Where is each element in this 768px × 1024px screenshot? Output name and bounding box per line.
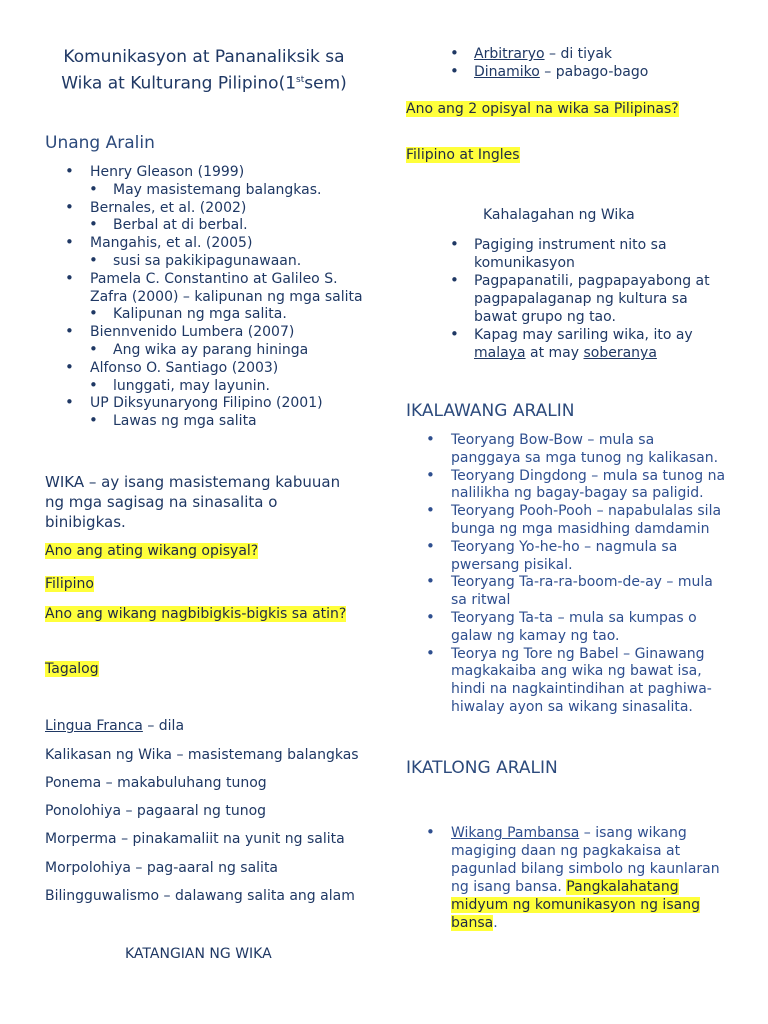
- list-item: • Teorya ng Tore ng Babel – Ginawang magkakaiba ang wika ng bawat isa, hindi na nagkaintindihan at paghiwa-hiwalay ayon sa wikang sinasalita.: [406, 646, 728, 717]
- kahalagahan-heading: Kahalagahan ng Wika: [483, 207, 635, 223]
- term-ponolohiya: Ponolohiya – pagaaral ng tunog: [45, 803, 267, 819]
- list-item: • Teoryang Bow-Bow – mula sa panggaya sa mga tunog ng kalikasan.: [406, 432, 728, 468]
- list-item: • Teoryang Yo-he-ho – nagmula sa pwersang pisikal.: [406, 539, 728, 575]
- answer-nagbibigkis: Tagalog: [45, 661, 99, 677]
- kahalagahan-list: [406, 236, 718, 362]
- title-line-2: Wika at Kulturang Pilipino(1stsem): [61, 73, 347, 94]
- katangian-heading: KATANGIAN NG WIKA: [125, 946, 272, 962]
- list-item: • Bernales, et al. (2002): [45, 200, 375, 218]
- term-kalikasan: Kalikasan ng Wika – masistemang balangkas: [45, 747, 359, 763]
- list-item: • Arbitraryo – di tiyak: [406, 45, 736, 63]
- list-item: • Wikang Pambansa – isang wikang magiging daan ng pagkakaisa at pagunlad bilang simbolo ng kaunlaran ng isang bansa. Pangkalahatang midyum ng komunikasyon ng isang bansa.: [406, 824, 728, 932]
- term-morperma: Morperma – pinakamaliit na yunit ng salita: [45, 831, 345, 847]
- list-item: • Dinamiko – pabago-bago: [406, 63, 736, 81]
- wika-definition: WIKA – ay isang masistemang kabuuan ng mga sagisag na sinasalita o binibigkas.: [45, 473, 341, 531]
- term-morpolohiya: Morpolohiya – pag-aaral ng salita: [45, 860, 279, 876]
- term-bilingguwalismo: Bilingguwalismo – dalawang salita ang alam: [45, 888, 355, 904]
- sub-list-item: • Kalipunan ng mga salita.: [45, 306, 375, 324]
- sub-list-item: • Ang wika ay parang hininga: [45, 342, 375, 360]
- list-item: • Kapag may sariling wika, ito ay malaya at may soberanya: [406, 326, 718, 362]
- term-lingua-franca: Lingua Franca – dila: [45, 718, 185, 734]
- list-item: • UP Diksyunaryong Filipino (2001): [45, 395, 375, 413]
- list-item: • Pagiging instrument nito sa komunikasyon: [406, 236, 718, 272]
- ikalawang-aralin-heading: IKALAWANG ARALIN: [406, 401, 575, 421]
- list-item: • Teoryang Ta-ta – mula sa kumpas o galaw ng kamay ng tao.: [406, 610, 728, 646]
- list-item: • Mangahis, et al. (2005): [45, 235, 375, 253]
- question-nagbibigkis: Ano ang wikang nagbibigkis-bigkis sa atin?: [45, 606, 347, 622]
- list-item: • Teoryang Ta-ra-ra-boom-de-ay – mula sa ritwal: [406, 574, 728, 610]
- answer-dalawang-opisyal: Filipino at Ingles: [406, 147, 520, 163]
- unang-aralin-list: [45, 164, 375, 431]
- question-opisyal: Ano ang ating wikang opisyal?: [45, 543, 259, 559]
- ikatlong-aralin-heading: IKATLONG ARALIN: [406, 758, 558, 778]
- list-item: • Teoryang Pooh-Pooh – napabulalas sila bunga ng mga masidhing damdamin: [406, 503, 728, 539]
- list-item: • Biennvenido Lumbera (2007): [45, 324, 375, 342]
- list-item: • Teoryang Dingdong – mula sa tunog na nalilikha ng bagay-bagay sa paligid.: [406, 468, 728, 504]
- ikatlong-aralin-list: [406, 824, 728, 932]
- list-item: • Pamela C. Constantino at Galileo S. Zafra (2000) – kalipunan ng mga salita: [45, 271, 375, 307]
- list-item: • Henry Gleason (1999): [45, 164, 375, 182]
- sub-list-item: • susi sa pakikipagunawaan.: [45, 253, 375, 271]
- title-line-1: Komunikasyon at Pananaliksik sa: [63, 47, 345, 67]
- sub-list-item: • Lawas ng mga salita: [45, 413, 375, 431]
- question-dalawang-opisyal: Ano ang 2 opisyal na wika sa Pilipinas?: [406, 101, 679, 117]
- ikalawang-aralin-list: [406, 432, 728, 717]
- list-item: • Alfonso O. Santiago (2003): [45, 360, 375, 378]
- list-item: • Pagpapanatili, pagpapayabong at pagpapalaganap ng kultura sa bawat grupo ng tao.: [406, 272, 718, 326]
- document-title: [45, 46, 363, 96]
- term-ponema: Ponema – makabuluhang tunog: [45, 775, 267, 791]
- answer-opisyal: Filipino: [45, 576, 94, 592]
- sub-list-item: • lunggati, may layunin.: [45, 378, 375, 396]
- unang-aralin-heading: Unang Aralin: [45, 133, 155, 153]
- sub-list-item: • Berbal at di berbal.: [45, 217, 375, 235]
- sub-list-item: • May masistemang balangkas.: [45, 182, 375, 200]
- katangian-list: [406, 45, 736, 81]
